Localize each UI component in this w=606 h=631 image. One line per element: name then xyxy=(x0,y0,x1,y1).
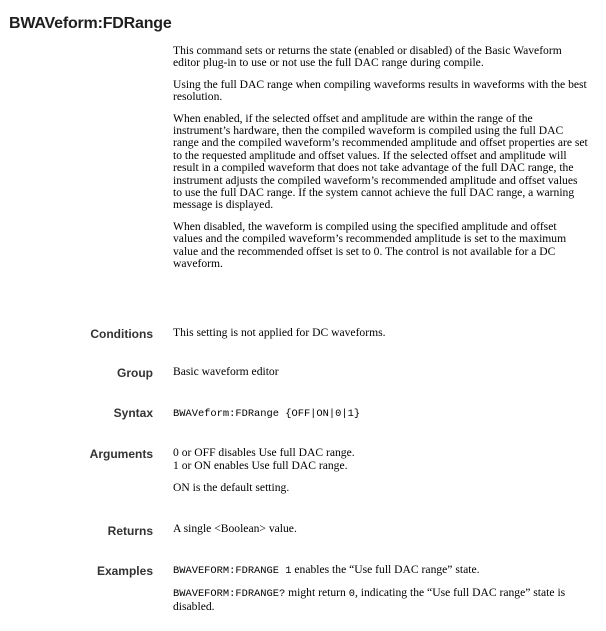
syntax-label: Syntax xyxy=(113,406,153,420)
description-paragraph: Using the full DAC range when compiling waveforms results in waveforms with the best resolution. xyxy=(173,77,587,104)
description-paragraph: This command sets or returns the state (enabled or disabled) of the Basic Waveform editor plug-in to use or not use the full DAC range during compile. xyxy=(173,44,562,70)
description-paragraph: When disabled, the waveform is compiled using the specified amplitude and offset values and the compiled waveform’s recommended amplitude is set to the maximum value and the recommended offset is set to 0. The control is not available for a DC waveform. xyxy=(173,219,567,271)
arguments-value xyxy=(173,447,589,494)
command-description xyxy=(173,45,589,271)
examples-value xyxy=(173,564,589,613)
command-title: BWAVeform:FDRange xyxy=(9,15,172,32)
example-2-code: BWAVEFORM:FDRANGE? xyxy=(173,588,286,601)
example-1-text: enables the “Use full DAC range” state. xyxy=(291,563,480,576)
group-value xyxy=(173,366,589,378)
group-label: Group xyxy=(117,366,153,380)
returns-value xyxy=(173,523,589,535)
arguments-label: Arguments xyxy=(89,447,153,461)
returns-text: A single <Boolean> value. xyxy=(173,522,297,535)
syntax-value xyxy=(173,407,589,420)
conditions-text: This setting is not applied for DC waveforms. xyxy=(173,326,386,339)
conditions-value xyxy=(173,327,589,339)
example-2-return-value: 0 xyxy=(348,588,355,601)
example-2-text: might return xyxy=(285,586,349,600)
example-1 xyxy=(173,564,589,577)
example-2-text-end: , indicating the “Use full DAC range” state is disabled. xyxy=(173,586,566,613)
example-1-code: BWAVEFORM:FDRANGE 1 xyxy=(173,565,292,577)
examples-label: Examples xyxy=(96,564,153,578)
argument-line: 0 or OFF disables Use full DAC range. xyxy=(173,446,355,459)
conditions-label: Conditions xyxy=(90,327,153,341)
group-text: Basic waveform editor xyxy=(173,365,279,378)
returns-label: Returns xyxy=(107,524,153,538)
argument-note: ON is the default setting. xyxy=(173,480,290,494)
example-2 xyxy=(173,587,589,613)
description-paragraph: When enabled, if the selected offset and amplitude are within the range of the instrument’s hardware, then the compiled waveform is compiled using the full DAC range and the compiled waveform’s recommended amplitude and offset properties are set to the requested amplitude and offset values. If the selected offset and amplitude will result in a compiled waveform that does not take advantage of the full DAC range, the instrument adjusts the compiled waveform’s recommended amplitude and offset values to use the full DAC range. If the system cannot achieve the full DAC range, a warning message is displayed. xyxy=(173,111,588,212)
syntax-code: BWAVeform:FDRange {OFF|ON|0|1} xyxy=(173,408,361,420)
argument-line: 1 or ON enables Use full DAC range. xyxy=(173,459,348,473)
